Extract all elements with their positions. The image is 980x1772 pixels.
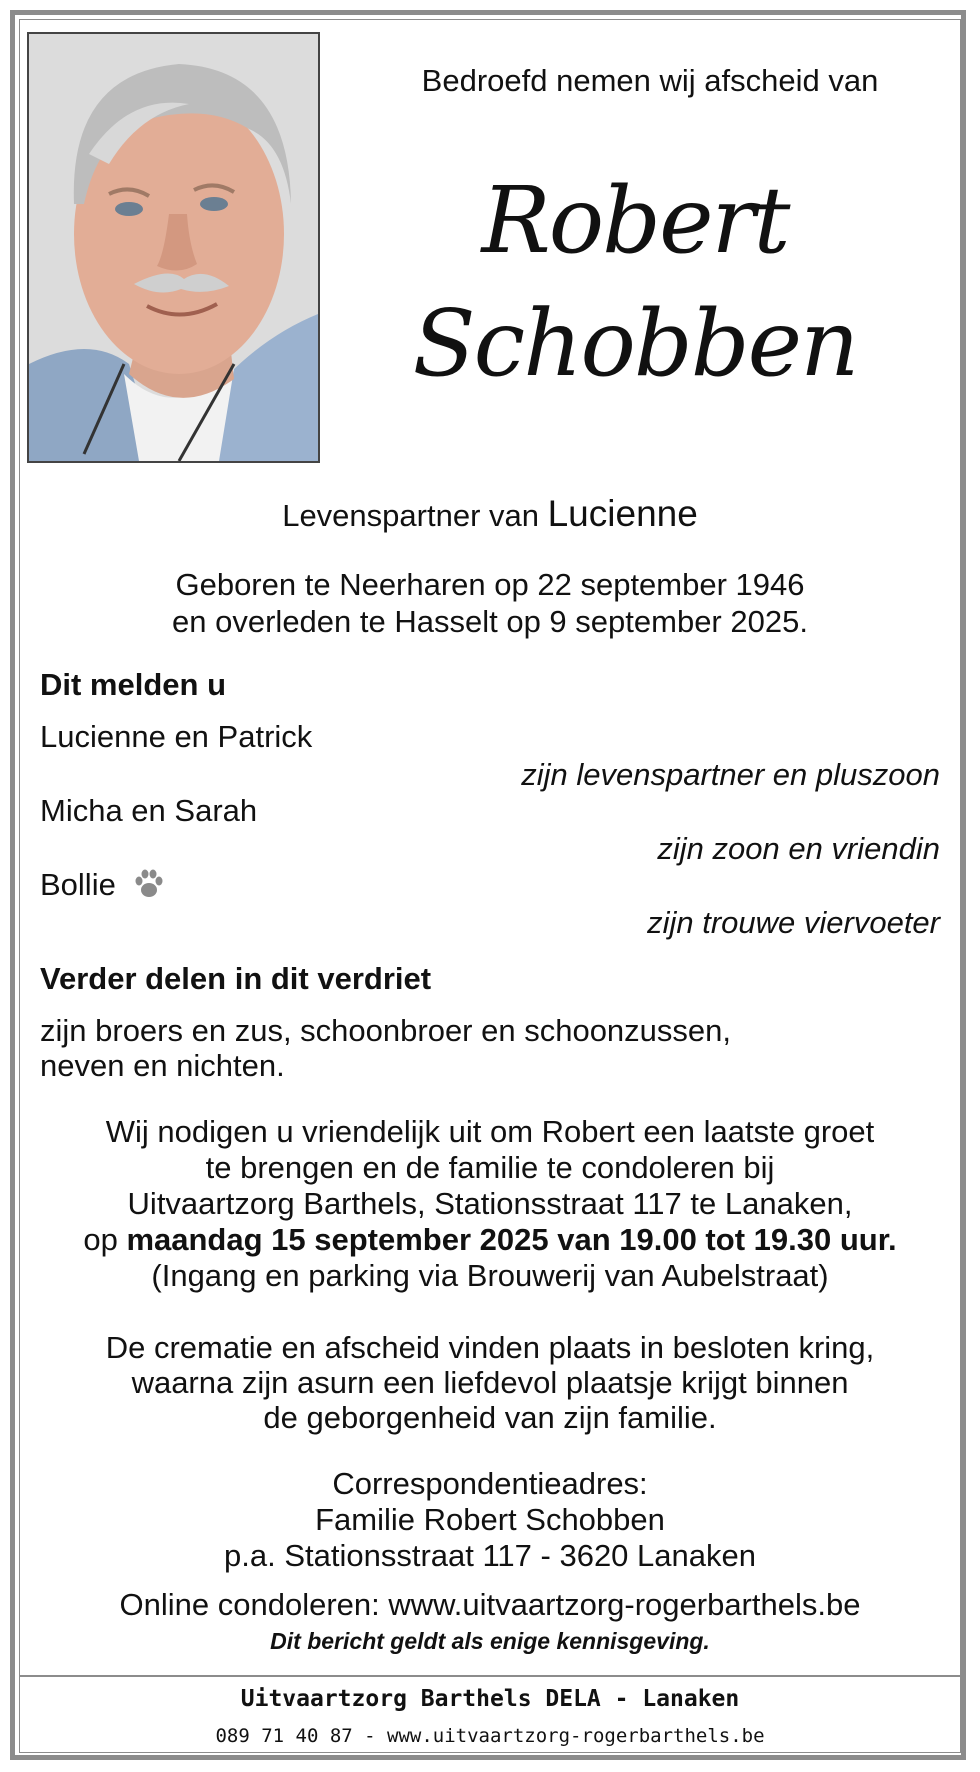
invitation-date-line <box>0 1222 980 1258</box>
announcers-heading: Dit melden u <box>40 667 227 702</box>
footer-title: Uitvaartzorg Barthels DELA - Lanaken <box>240 1686 740 1712</box>
invitation-line: te brengen en de familie te condoleren bij <box>205 1150 775 1185</box>
announcer-relation: zijn levenspartner en pluszoon <box>521 757 940 792</box>
partner-line <box>0 495 980 534</box>
announcer-name: Micha en Sarah <box>40 793 258 828</box>
footer-divider <box>19 1675 961 1677</box>
cremation-block <box>0 1330 980 1435</box>
birth-line: Geboren te Neerharen op 22 september 1946 <box>175 567 805 602</box>
others-text <box>40 1013 940 1083</box>
announcer-relation: zijn zoon en vriendin <box>657 831 940 866</box>
cremation-line: de geborgenheid van zijn familie. <box>263 1400 717 1435</box>
partner-name: Lucienne <box>547 493 698 534</box>
correspondence-label: Correspondentieadres: <box>332 1466 648 1501</box>
deceased-first-name: Robert <box>481 167 789 274</box>
correspondence-address: p.a. Stationsstraat 117 - 3620 Lanaken <box>224 1538 756 1573</box>
portrait-photo <box>27 32 320 463</box>
invitation-date-prefix: op <box>83 1222 118 1257</box>
partner-prefix: Levenspartner van <box>282 498 539 533</box>
intro-text: Bedroefd nemen wij afscheid van <box>421 63 879 98</box>
online-condolence: Online condoleren: www.uitvaartzorg-rogerbarthels.be <box>119 1587 861 1622</box>
announcer-name: Lucienne en Patrick <box>40 719 313 754</box>
invitation-date: maandag 15 september 2025 van 19.00 tot 19.30 uur. <box>126 1222 897 1257</box>
cremation-line: waarna zijn asurn een liefdevol plaatsje krijgt binnen <box>131 1365 849 1400</box>
announcer-name: Bollie <box>40 867 116 903</box>
others-line: zijn broers en zus, schoonbroer en schoonzussen, <box>40 1013 732 1048</box>
others-heading: Verder delen in dit verdriet <box>40 961 432 996</box>
announcer-relation: zijn trouwe viervoeter <box>647 905 940 940</box>
deceased-last-name: Schobben <box>412 290 858 397</box>
correspondence-block <box>0 1466 980 1574</box>
paw-icon <box>132 866 166 908</box>
announcer-pet <box>40 866 166 908</box>
footer-contact: 089 71 40 87 - www.uitvaartzorg-rogerbarthels.be <box>215 1725 765 1747</box>
death-line: en overleden te Hasselt op 9 september 2025. <box>172 604 808 639</box>
invitation-line: Wij nodigen u vriendelijk uit om Robert een laatste groet <box>105 1114 875 1149</box>
invitation-line: Uitvaartzorg Barthels, Stationsstraat 117 te Lanaken, <box>127 1186 853 1221</box>
invitation-block <box>0 1114 980 1294</box>
correspondence-name: Familie Robert Schobben <box>315 1502 665 1537</box>
dates-block <box>0 566 980 640</box>
others-line: neven en nichten. <box>40 1048 285 1083</box>
notice-text: Dit bericht geldt als enige kennisgeving. <box>270 1628 710 1654</box>
invitation-line: (Ingang en parking via Brouwerij van Aubelstraat) <box>151 1258 829 1293</box>
cremation-line: De crematie en afscheid vinden plaats in besloten kring, <box>105 1330 875 1365</box>
